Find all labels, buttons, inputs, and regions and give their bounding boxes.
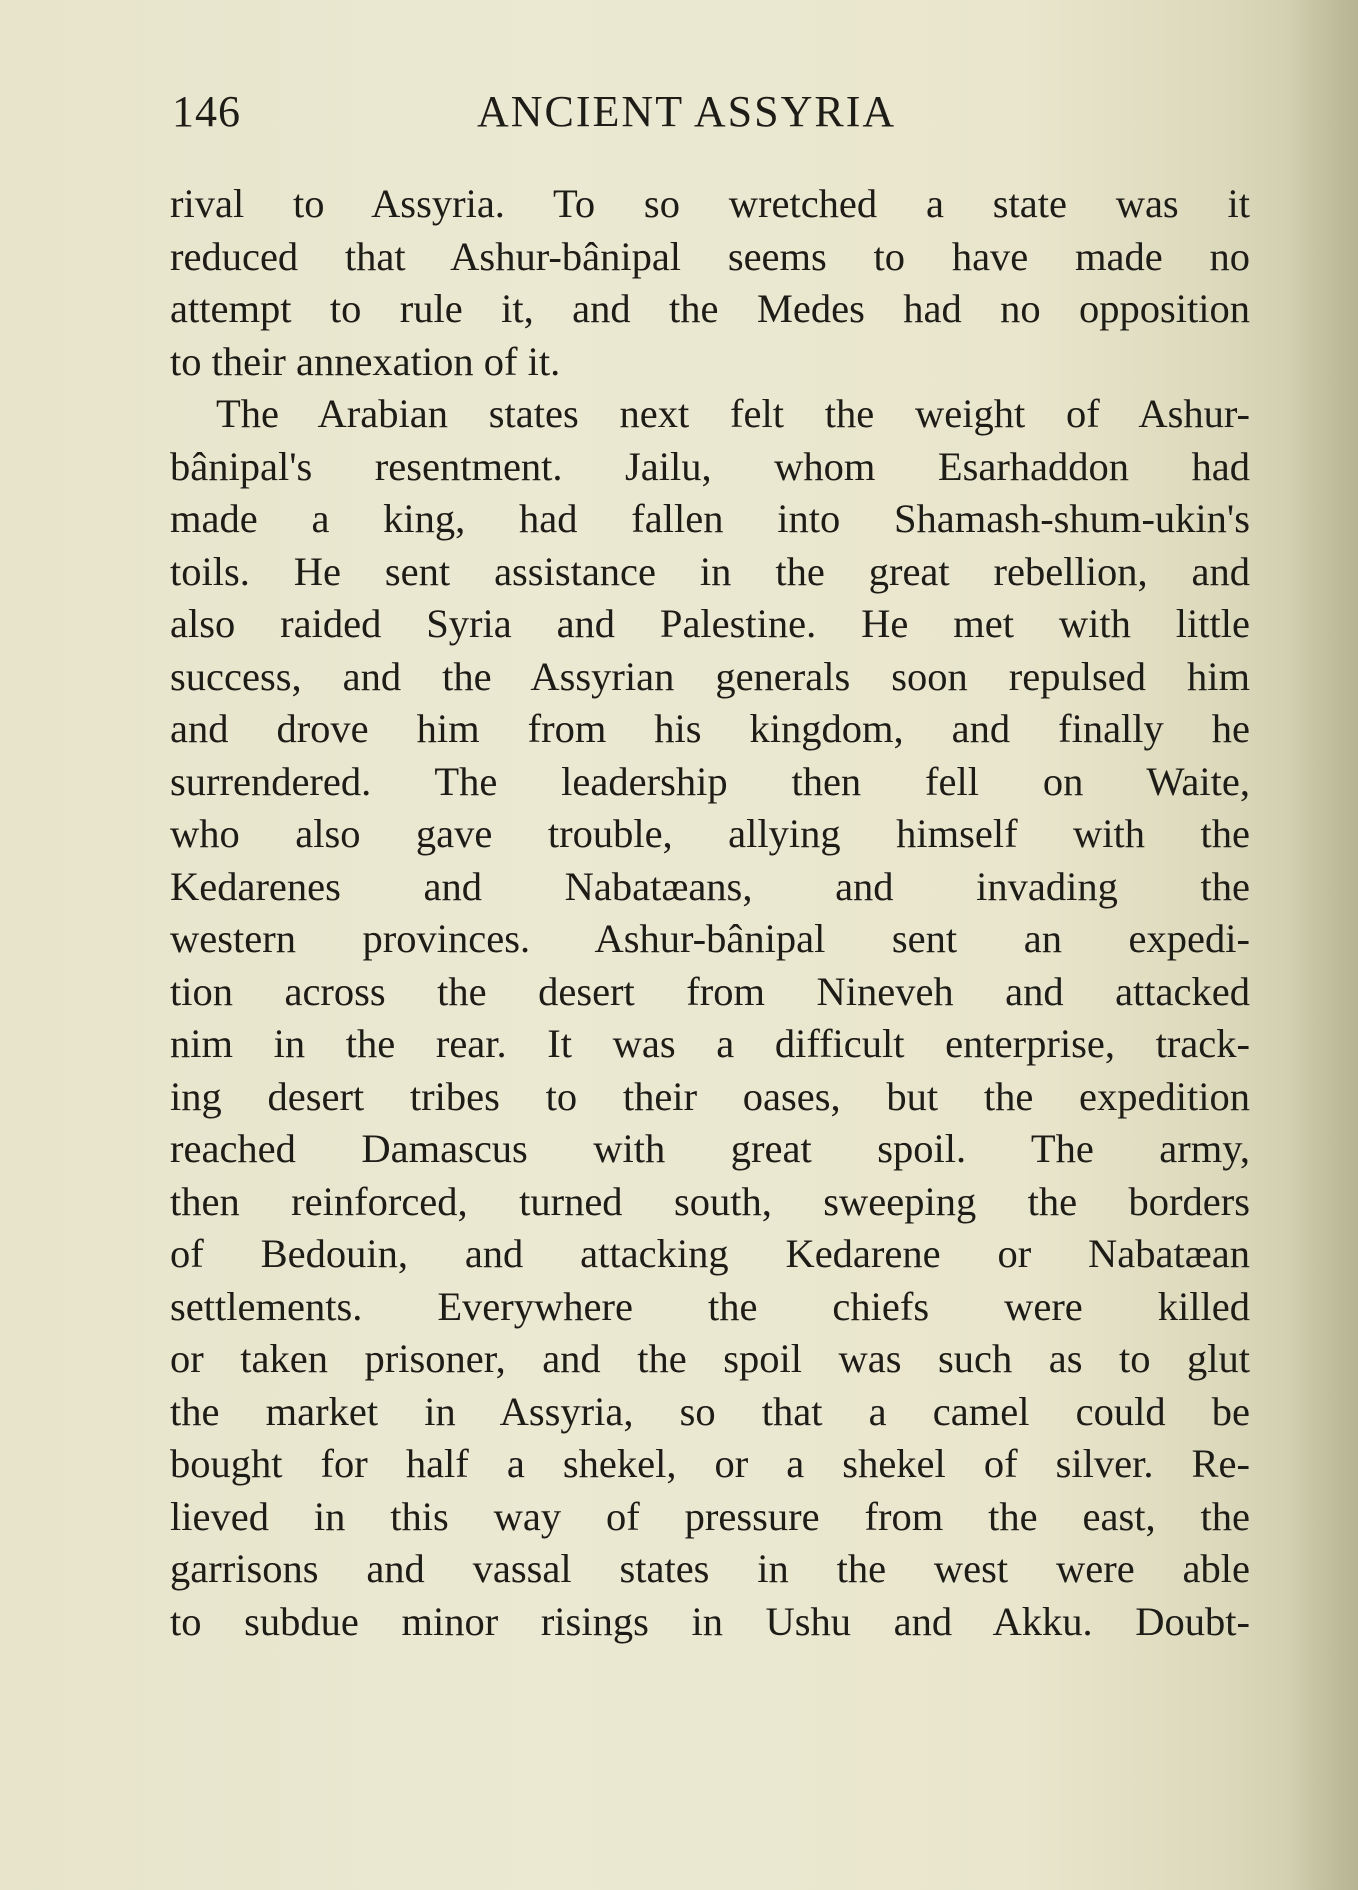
text-line: reached Damascus with great spoil. The army,	[170, 1126, 1250, 1171]
page-number: 146	[172, 87, 241, 136]
book-title: ANCIENT ASSYRIA	[477, 87, 897, 136]
text-line: of Bedouin, and attacking Kedarene or Nabatæan	[170, 1231, 1250, 1276]
text-line: or taken prisoner, and the spoil was such as to glut	[170, 1336, 1250, 1381]
text-line: who also gave trouble, allying himself with the	[170, 811, 1250, 856]
text-line: reduced that Ashur-bânipal seems to have made no	[170, 233, 1250, 279]
text-line: Kedarenes and Nabatæans, and invading the	[170, 863, 1250, 909]
text-line: surrendered. The leadership then fell on Waite,	[170, 758, 1250, 804]
page-edge-shadow	[1288, 0, 1358, 1890]
text-line: settlements. Everywhere the chiefs were killed	[170, 1283, 1250, 1329]
text-line: made a king, had fallen into Shamash-shum-ukin's	[170, 496, 1250, 541]
text-line: to subdue minor risings in Ushu and Akku. Doubt-	[170, 1598, 1250, 1644]
text-line: lieved in this way of pressure from the east, the	[170, 1493, 1250, 1539]
text-line: nim in the rear. It was a difficult enterprise, track-	[170, 1021, 1250, 1066]
text-line: the market in Assyria, so that a camel could be	[170, 1388, 1250, 1434]
text-line: then reinforced, turned south, sweeping the borders	[170, 1178, 1250, 1224]
text-line: bânipal's resentment. Jailu, whom Esarhaddon had	[170, 443, 1250, 489]
text-line: western provinces. Ashur-bânipal sent an expedi-	[170, 916, 1250, 961]
text-line: also raided Syria and Palestine. He met with little	[170, 601, 1250, 646]
text-line: garrisons and vassal states in the west were able	[170, 1546, 1250, 1591]
text-line: ing desert tribes to their oases, but the expedition	[170, 1073, 1250, 1119]
text-line: to their annexation of it.	[170, 338, 561, 384]
text-line: toils. He sent assistance in the great rebellion, and	[170, 548, 1250, 594]
running-head	[172, 86, 1252, 146]
text-line: rival to Assyria. To so wretched a state was it	[170, 181, 1250, 226]
text-line: and drove him from his kingdom, and finally he	[170, 706, 1250, 751]
text-line: success, and the Assyrian generals soon repulsed him	[170, 653, 1250, 699]
text-line: tion across the desert from Nineveh and attacked	[170, 968, 1250, 1014]
paragraph-start-line: The Arabian states next felt the weight of Ashur-	[216, 391, 1250, 436]
text-line: attempt to rule it, and the Medes had no opposition	[170, 286, 1250, 331]
text-line: bought for half a shekel, or a shekel of silver. Re-	[170, 1441, 1250, 1486]
body-text	[170, 178, 1250, 1648]
